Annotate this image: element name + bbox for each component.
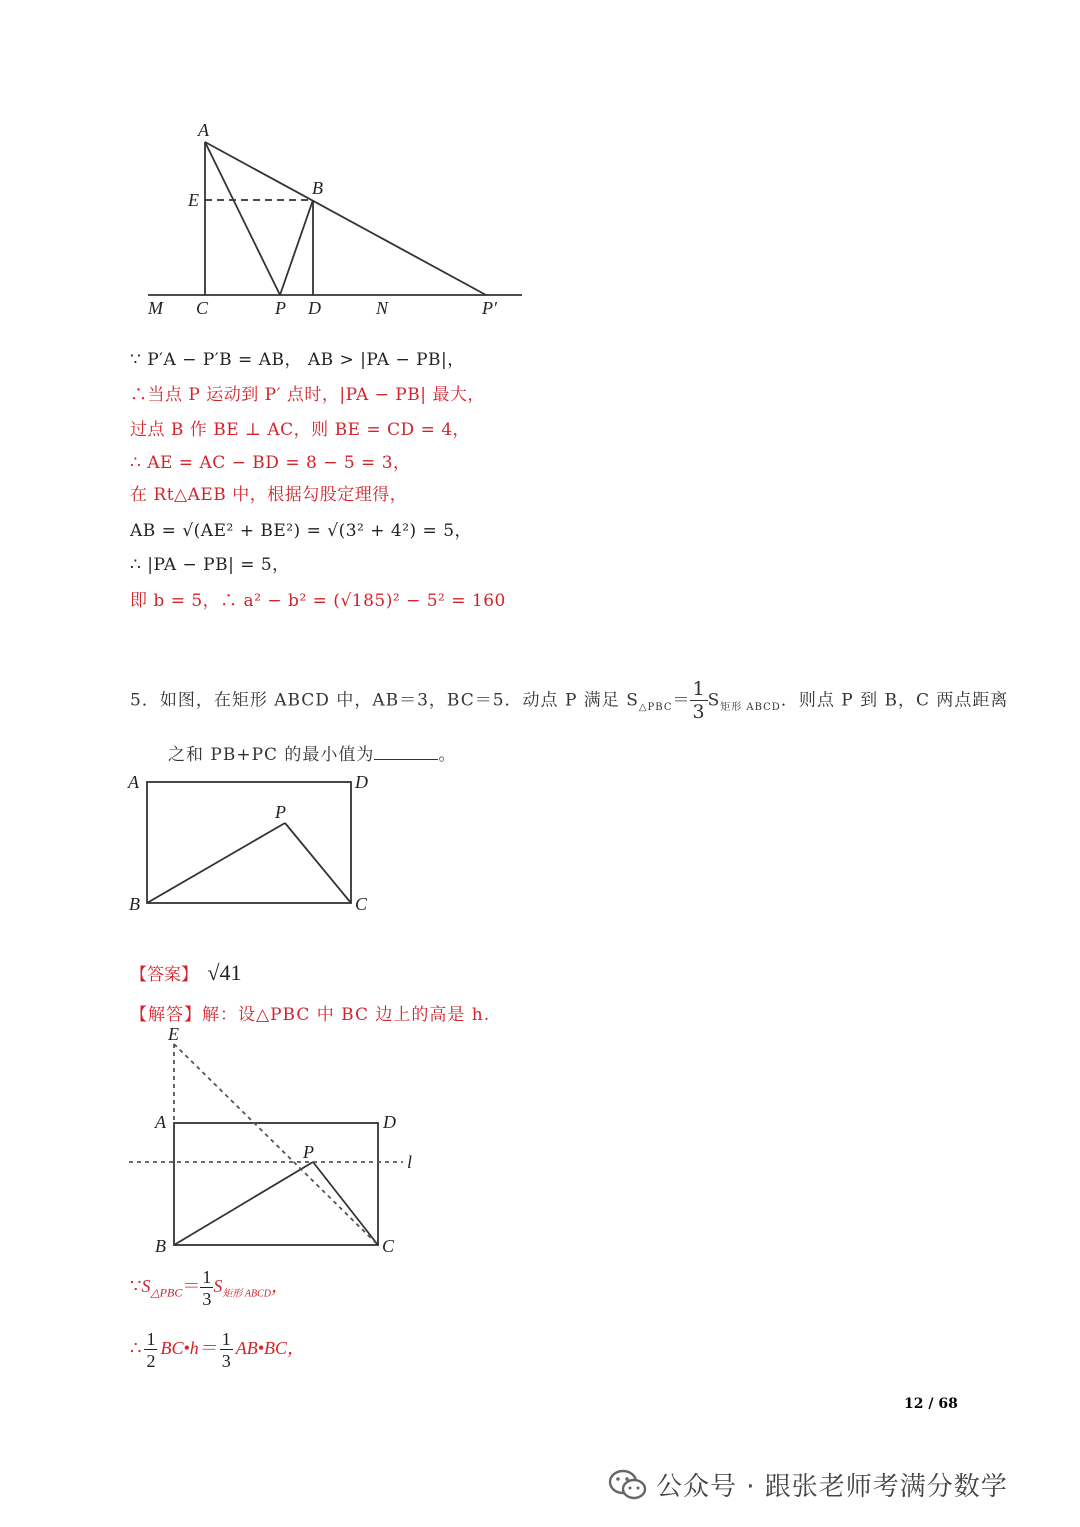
segment-pc: [285, 823, 351, 903]
fraction-numerator: 1: [221, 1329, 231, 1349]
solution-line: ∴ AE = AC − BD = 8 − 5 = 3，: [130, 453, 411, 473]
equation-text: AB•BC，: [235, 1338, 306, 1359]
question-text: 之和 PB+PC 的最小值为: [168, 745, 375, 765]
label-D: D: [383, 1112, 396, 1132]
area-symbol: S: [213, 1276, 223, 1297]
fraction-numerator: 1: [202, 1267, 212, 1287]
label-B: B: [155, 1236, 166, 1256]
because-symbol: ∵: [130, 1276, 142, 1297]
solution-2-line-1: [130, 1268, 289, 1308]
segment-pb: [280, 200, 313, 295]
label-C: C: [196, 298, 209, 318]
fraction: [220, 1330, 233, 1370]
label-l: l: [407, 1152, 413, 1172]
figure-1-diagram: [140, 118, 540, 328]
fraction: [690, 680, 707, 722]
figure-3-diagram: [125, 1022, 425, 1262]
solution-line: 即 b = 5，∴ a² − b² = (√185)² − 5² = 160: [130, 591, 506, 611]
answer-value: √41: [207, 960, 242, 985]
fraction-denominator: 2: [146, 1351, 156, 1371]
page-number: 12 / 68: [904, 1396, 958, 1412]
fraction: [200, 1268, 213, 1308]
label-P: P: [275, 298, 286, 318]
label-P-prime: P′: [482, 298, 497, 318]
label-E: E: [168, 1024, 179, 1044]
label-N: N: [376, 298, 389, 318]
question-text: ．则点 P 到 B，C 两点距离: [780, 690, 1009, 711]
analysis-tag: 【解答】: [130, 1005, 202, 1025]
solution-2-line-2: [130, 1330, 305, 1370]
equals: ＝: [182, 1276, 201, 1297]
label-A: A: [155, 1112, 166, 1132]
segment-bp: [147, 823, 285, 903]
therefore-symbol: ∴: [130, 1338, 142, 1359]
label-C: C: [382, 1236, 395, 1256]
solution-line: 过点 B 作 BE ⊥ AC，则 BE = CD = 4，: [130, 420, 471, 440]
solution-line: AB = √(AE² + BE²) = √(3² + 4²) = 5，: [130, 521, 473, 541]
label-D: D: [355, 772, 368, 792]
punctuation: ，: [270, 1276, 289, 1297]
label-P: P: [303, 1142, 314, 1162]
segment-ec-dashed: [174, 1044, 378, 1245]
solution-line: 在 Rt△AEB 中，根据勾股定理得，: [130, 485, 408, 505]
fraction-numerator: 1: [692, 678, 706, 700]
equals: ＝: [672, 690, 691, 711]
solution-line: ∴ |PA − PB| = 5，: [130, 555, 290, 575]
answer-blank: [374, 745, 438, 760]
segment-bp: [174, 1162, 313, 1245]
label-M: M: [148, 298, 163, 318]
segment-pc: [313, 1162, 378, 1245]
subscript: 矩形 ABCD: [222, 1288, 271, 1300]
segment-ap2: [205, 142, 486, 295]
label-P: P: [275, 802, 286, 822]
fraction-denominator: 3: [221, 1351, 231, 1371]
solution-line: ∴当点 P 运动到 P′ 点时，|PA − PB| 最大，: [130, 385, 485, 405]
fraction-denominator: 3: [202, 1289, 212, 1309]
label-D: D: [308, 298, 321, 318]
equation-text: BC•h＝: [160, 1338, 217, 1359]
question-line-1: [130, 680, 1008, 722]
label-B: B: [129, 894, 140, 914]
answer-line: [130, 960, 241, 986]
subscript: △PBC: [638, 701, 673, 713]
wechat-icon: [608, 1468, 648, 1502]
figure-2-diagram: [125, 768, 385, 918]
fraction-numerator: 1: [146, 1329, 156, 1349]
label-E: E: [188, 190, 199, 210]
label-A: A: [198, 120, 209, 140]
label-A: A: [128, 772, 139, 792]
label-B: B: [312, 178, 323, 198]
subscript: 矩形 ABCD: [720, 701, 781, 713]
question-text: 。: [438, 745, 457, 765]
fraction-denominator: 3: [692, 701, 706, 723]
footer-text: 公众号 · 跟张老师考满分数学: [656, 1472, 1008, 1502]
segment-ap: [205, 142, 280, 295]
label-C: C: [355, 894, 368, 914]
answer-tag: 【答案】: [130, 965, 198, 985]
question-line-2: [168, 740, 456, 765]
solution-line: ∵ P′A − P′B = AB， AB > |PA − PB|，: [130, 350, 465, 370]
question-text: 5．如图，在矩形 ABCD 中，AB＝3，BC＝5．动点 P 满足 S: [130, 690, 639, 711]
subscript: △PBC: [150, 1285, 183, 1300]
area-symbol: S: [707, 690, 721, 711]
analysis-text: 解：设△PBC 中 BC 边上的高是 h.: [202, 1005, 491, 1025]
footer-watermark: [608, 1466, 1008, 1503]
area-symbol: S: [141, 1276, 151, 1297]
fraction: [144, 1330, 157, 1370]
